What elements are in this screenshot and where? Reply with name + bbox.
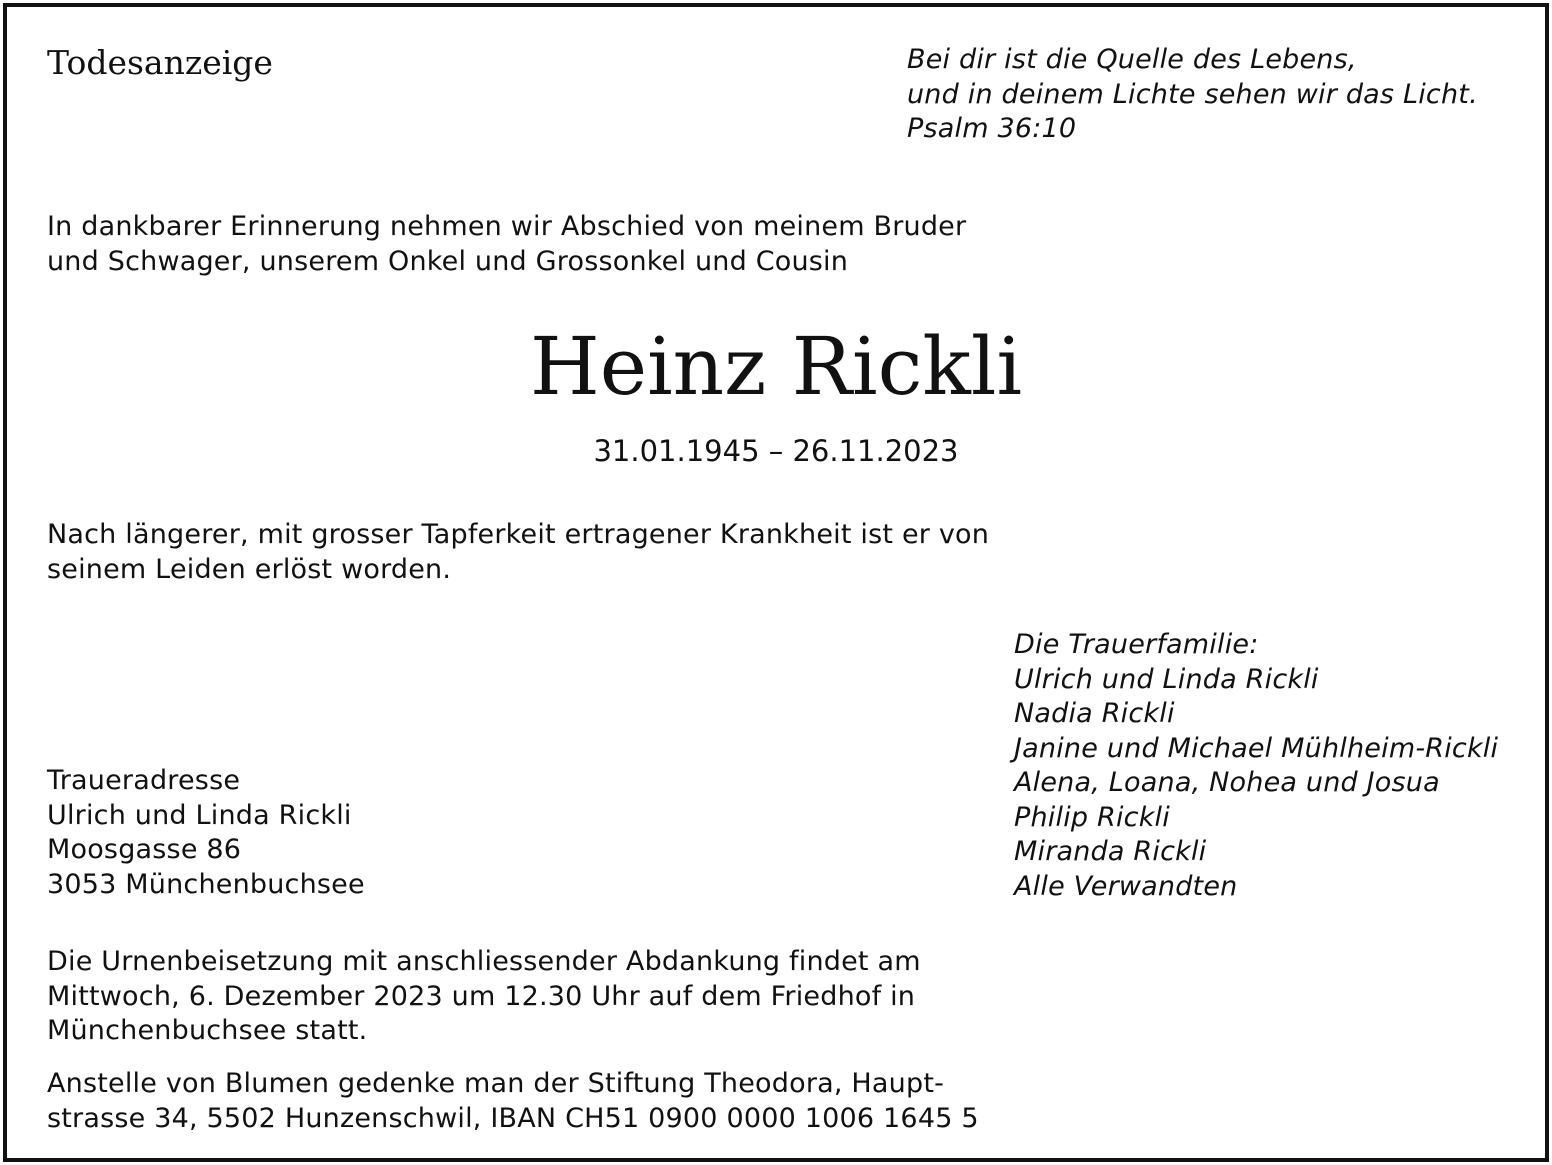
family-label: Die Trauerfamilie:: [1014, 629, 1259, 660]
family-member: Alle Verwandten: [1014, 870, 1238, 902]
address-line: Ulrich und Linda Rickli: [47, 799, 352, 831]
illness-text: [47, 518, 989, 587]
illness-line: seinem Leiden erlöst worden.: [47, 553, 452, 585]
ceremony-line: Die Urnenbeisetzung mit anschliessender Abdankung findet am: [47, 946, 921, 977]
family-member: Janine und Michael Mühlheim-Rickli: [1014, 732, 1499, 764]
family-member: Philip Rickli: [1014, 801, 1170, 833]
quote-line: und in deinem Lichte sehen wir das Licht.: [907, 78, 1478, 110]
life-dates: 31.01.1945 – 26.11.2023: [593, 434, 959, 468]
bible-quote: [907, 43, 1478, 147]
address-label: Traueradresse: [47, 765, 241, 796]
notice-heading: Todesanzeige: [47, 43, 273, 82]
family-member: Nadia Rickli: [1014, 698, 1175, 729]
mourning-family: [1014, 628, 1498, 904]
obituary-notice: [3, 3, 1549, 1162]
quote-line: Bei dir ist die Quelle des Lebens,: [907, 44, 1357, 75]
family-member: Miranda Rickli: [1014, 836, 1207, 867]
donation-line: strasse 34, 5502 Hunzenschwil, IBAN CH51 0900 0000 1006 1645 5: [47, 1102, 979, 1134]
donation-line: Anstelle von Blumen gedenke man der Stiftung Theodora, Haupt-: [47, 1068, 945, 1099]
ceremony-text: [47, 945, 921, 1049]
family-member: Alena, Loana, Nohea und Josua: [1014, 767, 1440, 798]
address-line: Moosgasse 86: [47, 834, 242, 865]
donation-text: [47, 1067, 979, 1136]
quote-source: Psalm 36:10: [907, 113, 1077, 144]
mourning-address: [47, 764, 365, 902]
intro-text: [47, 210, 966, 279]
intro-line: und Schwager, unserem Onkel und Grossonkel und Cousin: [47, 245, 849, 277]
ceremony-line: Münchenbuchsee statt.: [47, 1015, 368, 1046]
deceased-name: Heinz Rickli: [529, 320, 1023, 413]
intro-line: In dankbarer Erinnerung nehmen wir Abschied von meinem Bruder: [47, 211, 967, 242]
ceremony-line: Mittwoch, 6. Dezember 2023 um 12.30 Uhr auf dem Friedhof in: [47, 980, 916, 1012]
address-line: 3053 Münchenbuchsee: [47, 868, 365, 900]
family-member: Ulrich und Linda Rickli: [1014, 663, 1319, 695]
illness-line: Nach längerer, mit grosser Tapferkeit ertragener Krankheit ist er von: [47, 519, 990, 550]
